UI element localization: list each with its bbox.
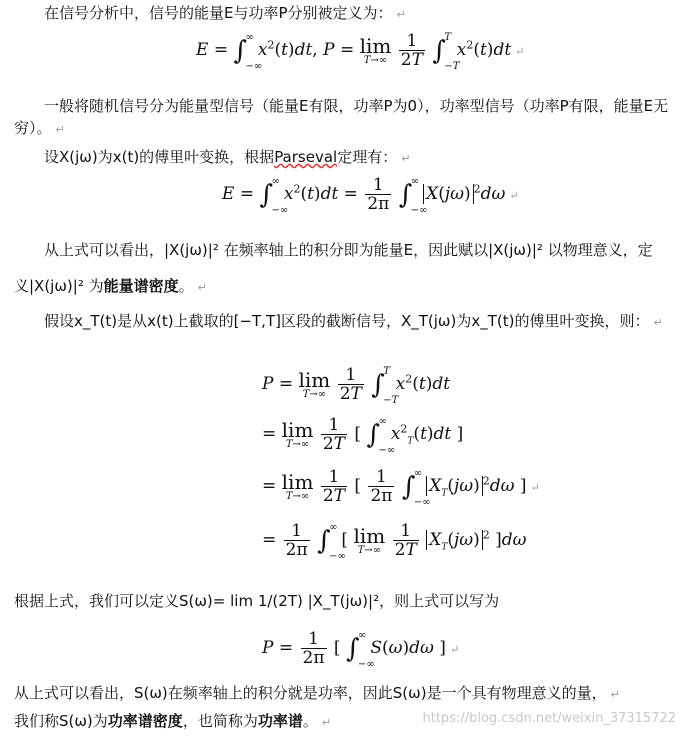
classification-text: 一般将随机信号分为能量型信号（能量E有限，功率P为0），功率型信号（功率P有限，能量E无穷）。 (14, 97, 669, 137)
equation-power-line-3: = lim T→∞ $\frac{1}{2T}$ [ $\frac{1}{2\pi}$ ∫ ∞ −∞ $X_T(j\omega)$ $^2$dω ] ↵ (262, 467, 540, 508)
equation-power-line-2: = lim T→∞ $\frac{1}{2T}$ [ ∫ ∞ −∞ $x^2_T(t)dt$ ] (262, 415, 464, 456)
paragraph-energy-spectral-density (14, 232, 676, 306)
equation-power-line-4: = $\frac{1}{2\pi}$ ∫ ∞ −∞ [ lim T→∞ $\frac{1}{2T}$ $X_T(j\omega)$ $^2$ ]dω (262, 521, 527, 562)
psd-short-term: 功率谱 (257, 712, 303, 730)
psd-text: 我们称S(ω)为 (14, 712, 108, 730)
parseval-text-pre: 设X(jω)为x(t)的傅里叶变换，根据 (44, 148, 275, 166)
paragraph-mark: ↵ (396, 8, 406, 21)
truncated-signal-text: 假设x_T(t)是从x(t)上截取的[−T,T]区段的截断信号，X_T(jω)为x_T(t)的傅里叶变换，则： (44, 312, 650, 330)
paragraph-truncated-signal (14, 306, 676, 338)
paragraph-mark: ↵ (197, 281, 207, 294)
paragraph-power-meaning (14, 682, 676, 706)
paragraph-mark: ↵ (321, 716, 332, 729)
watermark-url: https://blog.csdn.net/weixin_37315722 (422, 711, 676, 726)
equation-parseval: E = ∫ ∞ −∞ $x^2(t)dt$ = $\frac{1}{2\pi}$ ∫ ∞ −∞ X(jω) $^2$dω ↵ (222, 175, 519, 216)
intro-text: 在信号分析中，信号的能量E与功率P分别被定义为： (44, 4, 393, 22)
paragraph-mark: ↵ (653, 316, 663, 329)
paragraph-parseval (14, 146, 676, 170)
paragraph-intro (14, 2, 676, 26)
paragraph-psd-definition (14, 590, 676, 612)
paragraph-mark: ↵ (401, 152, 411, 165)
psd-text-mid: ，也简称为 (182, 712, 258, 730)
parseval-text-post: 定理有： (337, 148, 398, 166)
power-meaning-text: 从上式可以看出，S(ω)在频率轴上的积分就是功率，因此S(ω)是一个具有物理意义的量， (14, 684, 607, 702)
esd-term: 能量谱密度 (103, 277, 179, 295)
psd-term: 功率谱密度 (107, 712, 183, 730)
psd-end: 。 (302, 712, 318, 730)
equation-power-line-1: P = lim T→∞ $\frac{1}{2T}$ ∫ T −T $x^2(t)dt$ (262, 365, 451, 406)
psd-definition-text: 根据上式，我们可以定义S(ω)= lim 1/(2T) |X_T(jω)|²，则上式可以写为 (14, 592, 500, 610)
equation-energy-power-definition: E = ∫ ∞ −∞ $x^2(t)dt$, P = lim T→∞ $\frac{1}{2T}$ ∫ T −T $x^2(t)dt$ ↵ (196, 31, 525, 72)
paragraph-mark: ↵ (610, 688, 620, 701)
paragraph-signal-classification (14, 95, 676, 141)
paragraph-mark: ↵ (55, 123, 65, 136)
esd-text: 从上式可以看出，|X(jω)|² 在频率轴上的积分即为能量E，因此赋以|X(jω)|² 以物理意义，定义|X(jω)|² 为 (14, 241, 653, 295)
parseval-term: Parseval (274, 148, 338, 166)
equation-power-psd: P = $\frac{1}{2\pi}$ [ ∫ ∞ −∞ S(ω)dω ] ↵ (262, 629, 460, 670)
esd-end: 。 (178, 277, 194, 295)
